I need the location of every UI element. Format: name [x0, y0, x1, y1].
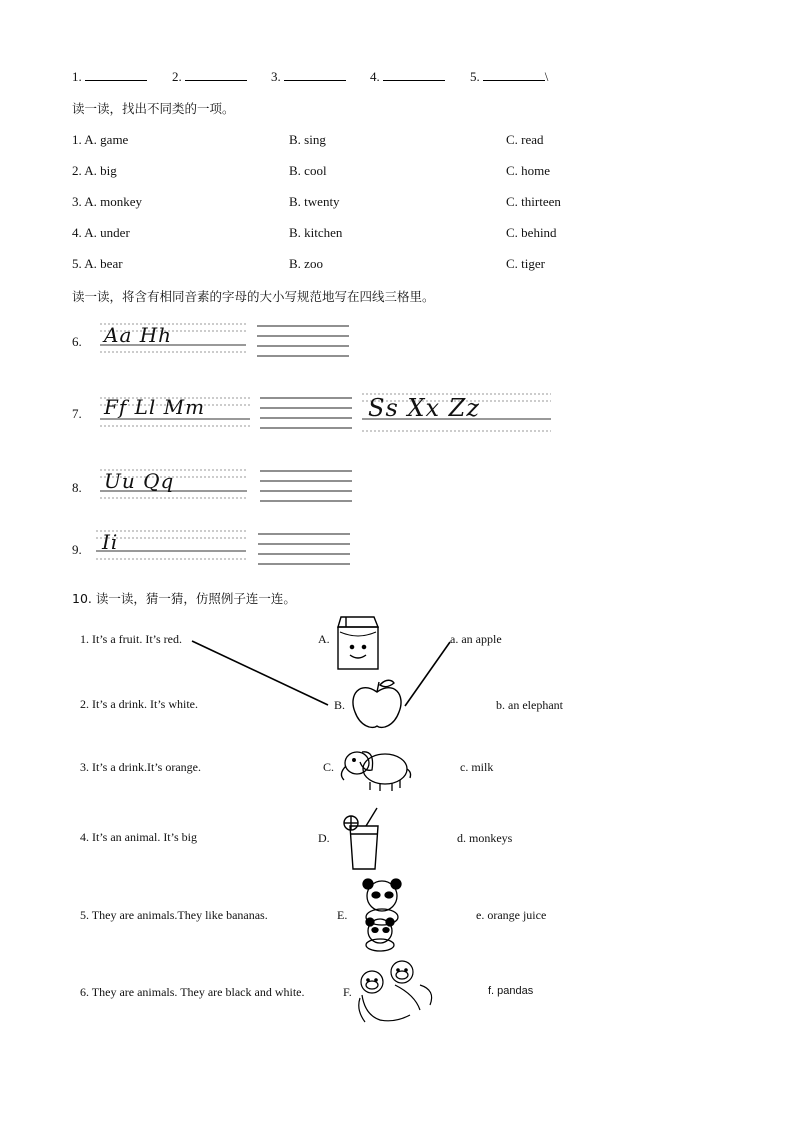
- blank-number: 2.: [172, 69, 182, 84]
- sentence-2: 2. It’s a drink. It’s white.: [80, 697, 198, 711]
- sentence-6: 6. They are animals. They are black and white.: [80, 985, 305, 999]
- item-6-letters: Aa Hh: [104, 323, 173, 347]
- sentence-5: 5. They are animals.They like bananas.: [80, 908, 268, 922]
- option-1a: 1. A. game: [72, 132, 129, 147]
- apple-icon: [353, 680, 401, 727]
- section3-title: 10. 读一读，猜一猜，仿照例子连一连。: [72, 591, 296, 606]
- blank-number: 4.: [370, 69, 380, 84]
- orange-juice-icon: [344, 808, 378, 869]
- section2-title: 读一读，将含有相同音素的字母的大小写规范地写在四线三格里。: [72, 289, 435, 304]
- option-5a: 5. A. bear: [72, 256, 123, 271]
- blank-number: 1.: [72, 69, 82, 84]
- word-a: a. an apple: [450, 632, 502, 646]
- blank-number: 5.: [470, 69, 480, 84]
- word-b: b. an elephant: [496, 698, 563, 712]
- word-f: f. pandas: [488, 985, 534, 997]
- pandas-icon: [363, 879, 401, 951]
- example-line-2: [405, 642, 450, 706]
- word-c: c. milk: [460, 760, 494, 774]
- blank-number: 3.: [271, 69, 281, 84]
- item-7-extra-letters: Ss Xx Zz: [368, 394, 480, 422]
- option-2a: 2. A. big: [72, 163, 117, 178]
- option-3b: B. twenty: [289, 194, 340, 209]
- section1-title: 读一读，找出不同类的一项。: [72, 101, 235, 116]
- option-2c: C. home: [506, 163, 551, 178]
- word-d: d. monkeys: [457, 831, 513, 845]
- milk-carton-icon: [338, 617, 378, 669]
- elephant-icon: [341, 752, 410, 791]
- picture-label-b: B.: [334, 698, 346, 712]
- option-1b: B. sing: [289, 132, 326, 147]
- picture-label-c: C.: [323, 760, 335, 774]
- sentence-1: 1. It’s a fruit. It’s red.: [80, 632, 182, 646]
- item-9-letters: Ii: [102, 530, 119, 554]
- sentence-3: 3. It’s a drink.It’s orange.: [80, 760, 201, 774]
- option-3a: 3. A. monkey: [72, 194, 143, 209]
- item-7-letters: Ff Ll Mm: [104, 395, 206, 419]
- example-line-1: [192, 641, 328, 705]
- option-5b: B. zoo: [289, 256, 323, 271]
- option-2b: B. cool: [289, 163, 327, 178]
- option-4c: C. behind: [506, 225, 557, 240]
- item-6-number: 6.: [72, 334, 82, 349]
- item-9-number: 9.: [72, 542, 82, 557]
- picture-label-f: F.: [343, 985, 352, 999]
- picture-label-d: D.: [318, 831, 330, 845]
- monkeys-icon: [359, 961, 432, 1022]
- word-e: e. orange juice: [476, 908, 547, 922]
- picture-label-e: E.: [337, 908, 348, 922]
- picture-label-a: A.: [318, 632, 330, 646]
- option-1c: C. read: [506, 132, 544, 147]
- item-7-number: 7.: [72, 406, 82, 421]
- item-8-number: 8.: [72, 480, 82, 495]
- option-4a: 4. A. under: [72, 225, 130, 240]
- option-5c: C. tiger: [506, 256, 545, 271]
- option-4b: B. kitchen: [289, 225, 343, 240]
- blank-suffix: \: [544, 69, 549, 84]
- sentence-4: 4. It’s an animal. It’s big: [80, 830, 197, 844]
- item-8-letters: Uu Qq: [104, 469, 175, 493]
- option-3c: C. thirteen: [506, 194, 561, 209]
